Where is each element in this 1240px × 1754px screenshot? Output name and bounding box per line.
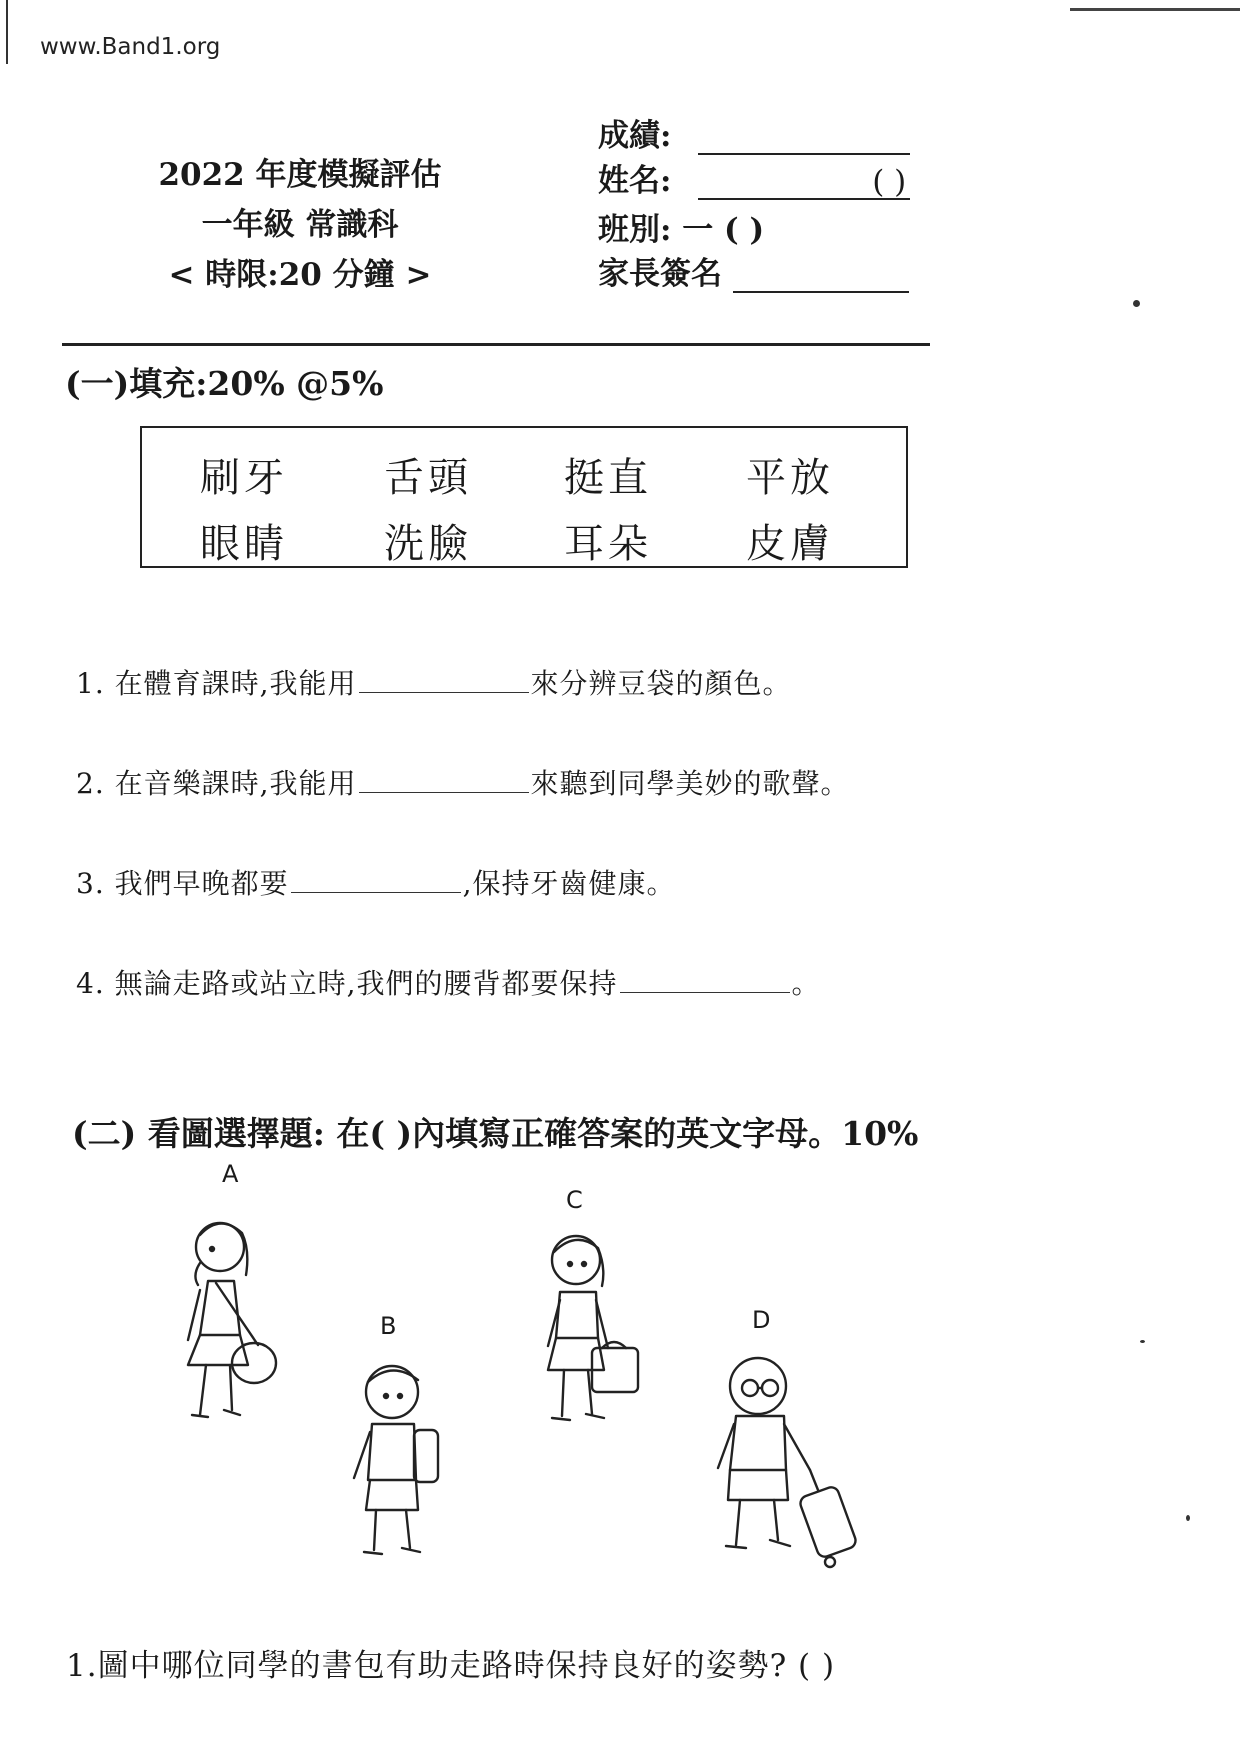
header-divider — [62, 343, 930, 346]
score-blank[interactable] — [698, 121, 910, 155]
figure-d-boy-trolley — [700, 1340, 880, 1580]
choice-question-1[interactable]: 1.圖中哪位同學的書包有助走路時保持良好的姿勢? ( ) — [66, 1648, 836, 1684]
answer-blank[interactable] — [291, 866, 461, 893]
parent-sign-label: 家長簽名 — [598, 256, 722, 292]
figure-label-d: D — [752, 1306, 771, 1334]
fill-question-1 — [76, 662, 792, 702]
scan-top-rule — [1070, 8, 1240, 11]
answer-blank[interactable] — [620, 966, 790, 993]
scan-speck — [1133, 300, 1140, 307]
exam-title-block — [120, 150, 480, 300]
name-paren: ( ) — [872, 164, 907, 200]
score-label: 成績: — [598, 118, 672, 154]
word-item: 刷牙 — [200, 455, 288, 501]
question-text: 4. 無論走路或站立時,我們的腰背都要保持 — [76, 967, 618, 1000]
fill-question-4 — [76, 962, 821, 1002]
question-text: 來聽到同學美妙的歌聲。 — [530, 767, 850, 800]
scan-speck — [1140, 1340, 1145, 1343]
word-item: 皮膚 — [746, 521, 834, 567]
scan-speck — [1186, 1515, 1190, 1521]
fill-question-3 — [76, 862, 676, 902]
question-text: 。 — [791, 967, 821, 1000]
question-text: 3. 我們早晚都要 — [76, 867, 289, 900]
question-text: 1. 在體育課時,我能用 — [76, 667, 357, 700]
name-field — [598, 155, 910, 200]
name-label: 姓名: — [598, 163, 672, 199]
grade-subject: 一年級 常識科 — [201, 207, 399, 243]
name-blank[interactable] — [698, 166, 910, 200]
word-item: 耳朵 — [564, 521, 652, 567]
figure-label-a: A — [222, 1160, 239, 1188]
word-item: 眼睛 — [200, 521, 288, 567]
answer-blank[interactable] — [359, 766, 529, 793]
figure-label-b: B — [380, 1312, 397, 1340]
word-item: 平放 — [746, 455, 834, 501]
scan-edge-mark — [6, 0, 8, 64]
question-text: 來分辨豆袋的顏色。 — [530, 667, 792, 700]
fill-question-2 — [76, 762, 850, 802]
figure-c-girl-handbag — [530, 1220, 650, 1440]
figure-a-girl-shoulder-bag — [170, 1205, 280, 1435]
word-item: 舌頭 — [384, 455, 472, 501]
figure-b-boy-backpack — [340, 1350, 450, 1570]
class-field[interactable]: 班別: 一 ( ) — [598, 212, 765, 248]
section1-heading: (一)填充:20% @5% — [65, 364, 384, 403]
question-text: ,保持牙齒健康。 — [462, 867, 676, 900]
word-item: 洗臉 — [384, 521, 472, 567]
figure-label-c: C — [566, 1186, 583, 1214]
answer-blank[interactable] — [359, 666, 529, 693]
section2-heading: (二) 看圖選擇題: 在( )內填寫正確答案的英文字母。10% — [72, 1114, 919, 1153]
word-bank — [140, 426, 908, 568]
exam-title: 2022 年度模擬評估 — [158, 157, 442, 193]
score-field — [598, 110, 910, 155]
word-item: 挺直 — [564, 455, 652, 501]
time-limit: < 時限:20 分鐘 > — [168, 257, 432, 293]
site-url: www.Band1.org — [40, 34, 221, 60]
parent-sign-blank[interactable] — [733, 259, 909, 293]
parent-sign-field — [598, 248, 909, 293]
question-text: 2. 在音樂課時,我能用 — [76, 767, 357, 800]
